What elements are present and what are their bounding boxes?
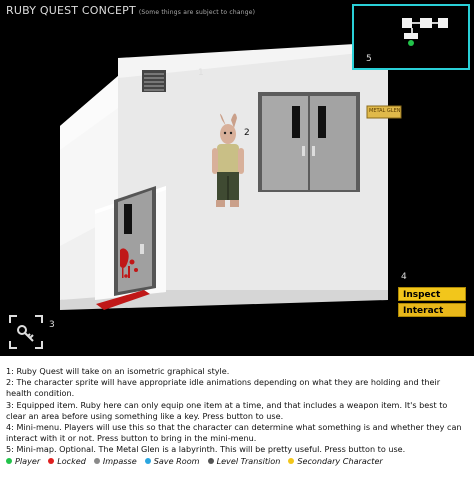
secondary-character-icon [288, 458, 294, 464]
impasse-icon [94, 458, 100, 464]
note-1: 1: Ruby Quest will take on an isometric graphical style. [6, 366, 230, 376]
note-4: 4: Mini-menu. Players will use this so that the character can determine what something is and whether they can interact with it or not. Press button to bring in the mini-menu. [6, 422, 462, 444]
minimap-room [402, 18, 412, 28]
title-text: RUBY QUEST CONCEPT [6, 4, 136, 17]
page-title [6, 4, 255, 17]
minimap-room [420, 18, 432, 28]
save-room-icon [145, 458, 151, 464]
legend-item: Impasse [94, 456, 137, 467]
marker-4: 4 [401, 272, 407, 282]
minimap-room [404, 33, 418, 39]
equipped-item-slot[interactable] [8, 314, 44, 350]
legend-item: Level Transition [208, 456, 281, 467]
legend-item: Save Room [145, 456, 200, 467]
concept-notes [0, 356, 474, 481]
marker-2: 2 [244, 128, 250, 138]
minimap-room [438, 18, 448, 28]
minimap-legend [6, 456, 468, 467]
interact-button[interactable]: Interact [398, 303, 466, 317]
legend-item: Locked [48, 456, 86, 467]
legend-item: Player [6, 456, 40, 467]
note-5: 5: Mini-map. Optional. The Metal Glen is a labyrinth. This will be pretty useful. Press button to use. [6, 444, 406, 455]
key-icon [8, 314, 44, 350]
legend-item: Secondary Character [288, 456, 382, 467]
note-2: 2: The character sprite will have appropriate idle animations depending on what they are holding and their health condition. [6, 377, 441, 399]
level-transition-icon [208, 458, 214, 464]
subtitle-text: (Some things are subject to change) [138, 9, 256, 16]
marker-5: 5 [366, 54, 372, 64]
player-icon [6, 458, 12, 464]
note-3: 3: Equipped item. Ruby here can only equip one item at a time, and that includes a weapon item. It's best to clear an area before using something like a key. Press button to use. [6, 399, 448, 421]
marker-3: 3 [49, 320, 55, 330]
inspect-button[interactable]: Inspect [398, 287, 466, 301]
double-door [258, 92, 360, 192]
marker-1: 1 [198, 68, 204, 78]
minimap[interactable] [352, 4, 470, 70]
locked-icon [48, 458, 54, 464]
player-icon [408, 40, 414, 46]
sign-text: METAL GLEN [369, 108, 401, 114]
minimap-corridor [412, 22, 420, 24]
